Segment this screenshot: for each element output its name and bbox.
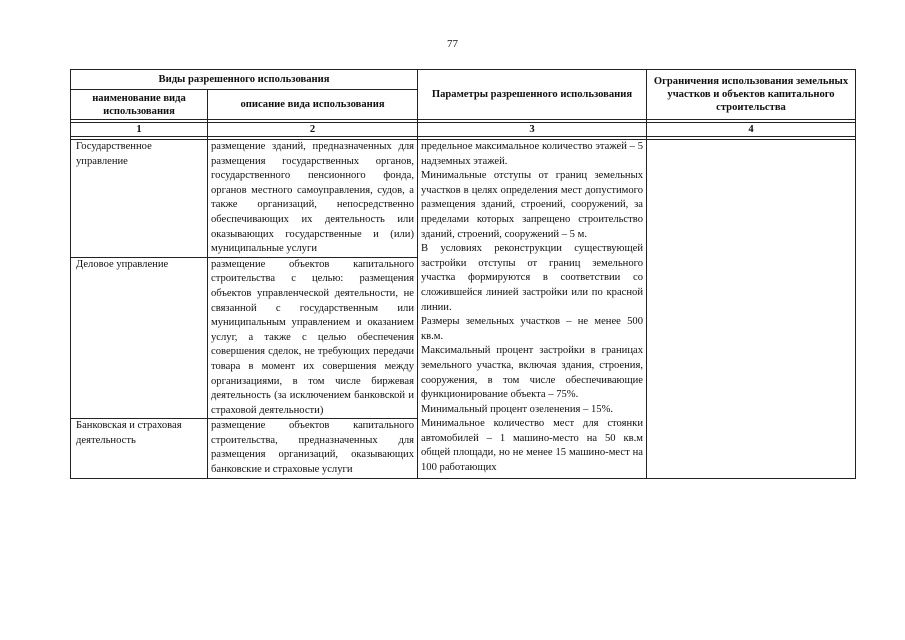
use-description-cell: размещение объектов капитального строительства, предназначенных для размещения организаций, оказывающих банковские и страховые услуги xyxy=(208,419,418,478)
use-name-cell: Государственное управление xyxy=(71,140,208,258)
header-parameters: Параметры разрешенного использования xyxy=(418,70,647,120)
parameter-paragraph: Размеры земельных участков – не менее 500 кв.м. xyxy=(421,316,643,342)
column-number-3: 3 xyxy=(418,123,647,137)
use-description-cell: размещение зданий, предназначенных для размещения государственных органов, государственного пенсионного фонда, органов местного самоуправления, судов, а также организаций, непосредственно обеспечивающих их деятельность или оказывающих государственные и (или) муниципальные услуги xyxy=(208,140,418,258)
parameter-paragraph: Максимальный процент застройки в границах земельного участка, включая здания, строения, сооружения, в том числе обеспечивающие функционирование объекта – 75%. xyxy=(421,345,643,401)
header-use-description: описание вида использования xyxy=(208,90,418,120)
table-row-government xyxy=(71,140,856,258)
use-description-cell: размещение объектов капитального строительства с целью: размещения объектов управленческой деятельности, не связанной с государственным или муниципальным управлением и оказанием услуг, а также с целью обеспечения совершения сделок, не требующих передачи товара в момент их совершения между организациями, в том числе биржевая деятельность (за исключением банковской и страховой деятельности) xyxy=(208,257,418,419)
use-name-cell: Деловое управление xyxy=(71,257,208,419)
parameter-paragraph: В условиях реконструкции существующей застройки отступы от границ земельного участка формируются в соответствии со сложившейся линией застройки или по красной линии. xyxy=(421,243,643,313)
parameter-paragraph: Минимальное количество мест для стоянки автомобилей – 1 машино-место на 50 кв.м общей площади, но не менее 15 машино-мест на 100 работающих xyxy=(421,418,643,474)
header-row-top xyxy=(71,70,856,90)
column-number-row xyxy=(71,123,856,137)
header-use-name: наименование вида использования xyxy=(71,90,208,120)
land-use-table xyxy=(70,69,856,479)
parameter-paragraph: предельное максимальное количество этажей – 5 надземных этажей. xyxy=(421,141,643,167)
header-permitted-uses: Виды разрешенного использования xyxy=(71,70,418,90)
header-restrictions: Ограничения использования земельных участков и объектов капитального строительства xyxy=(647,70,856,120)
column-number-4: 4 xyxy=(647,123,856,137)
page-number: 77 xyxy=(447,38,458,50)
column-number-1: 1 xyxy=(71,123,208,137)
parameters-cell xyxy=(418,140,647,479)
restrictions-cell xyxy=(647,140,856,479)
column-number-2: 2 xyxy=(208,123,418,137)
use-name-cell: Банковская и страховая деятельность xyxy=(71,419,208,478)
parameter-paragraph: Минимальный процент озеленения – 15%. xyxy=(421,403,614,415)
parameter-paragraph: Минимальные отступы от границ земельных участков в целях определения мест допустимого размещения зданий, строений, сооружений, за пределами которых запрещено строительство зданий, строений, сооружений – 5 м. xyxy=(421,170,643,240)
